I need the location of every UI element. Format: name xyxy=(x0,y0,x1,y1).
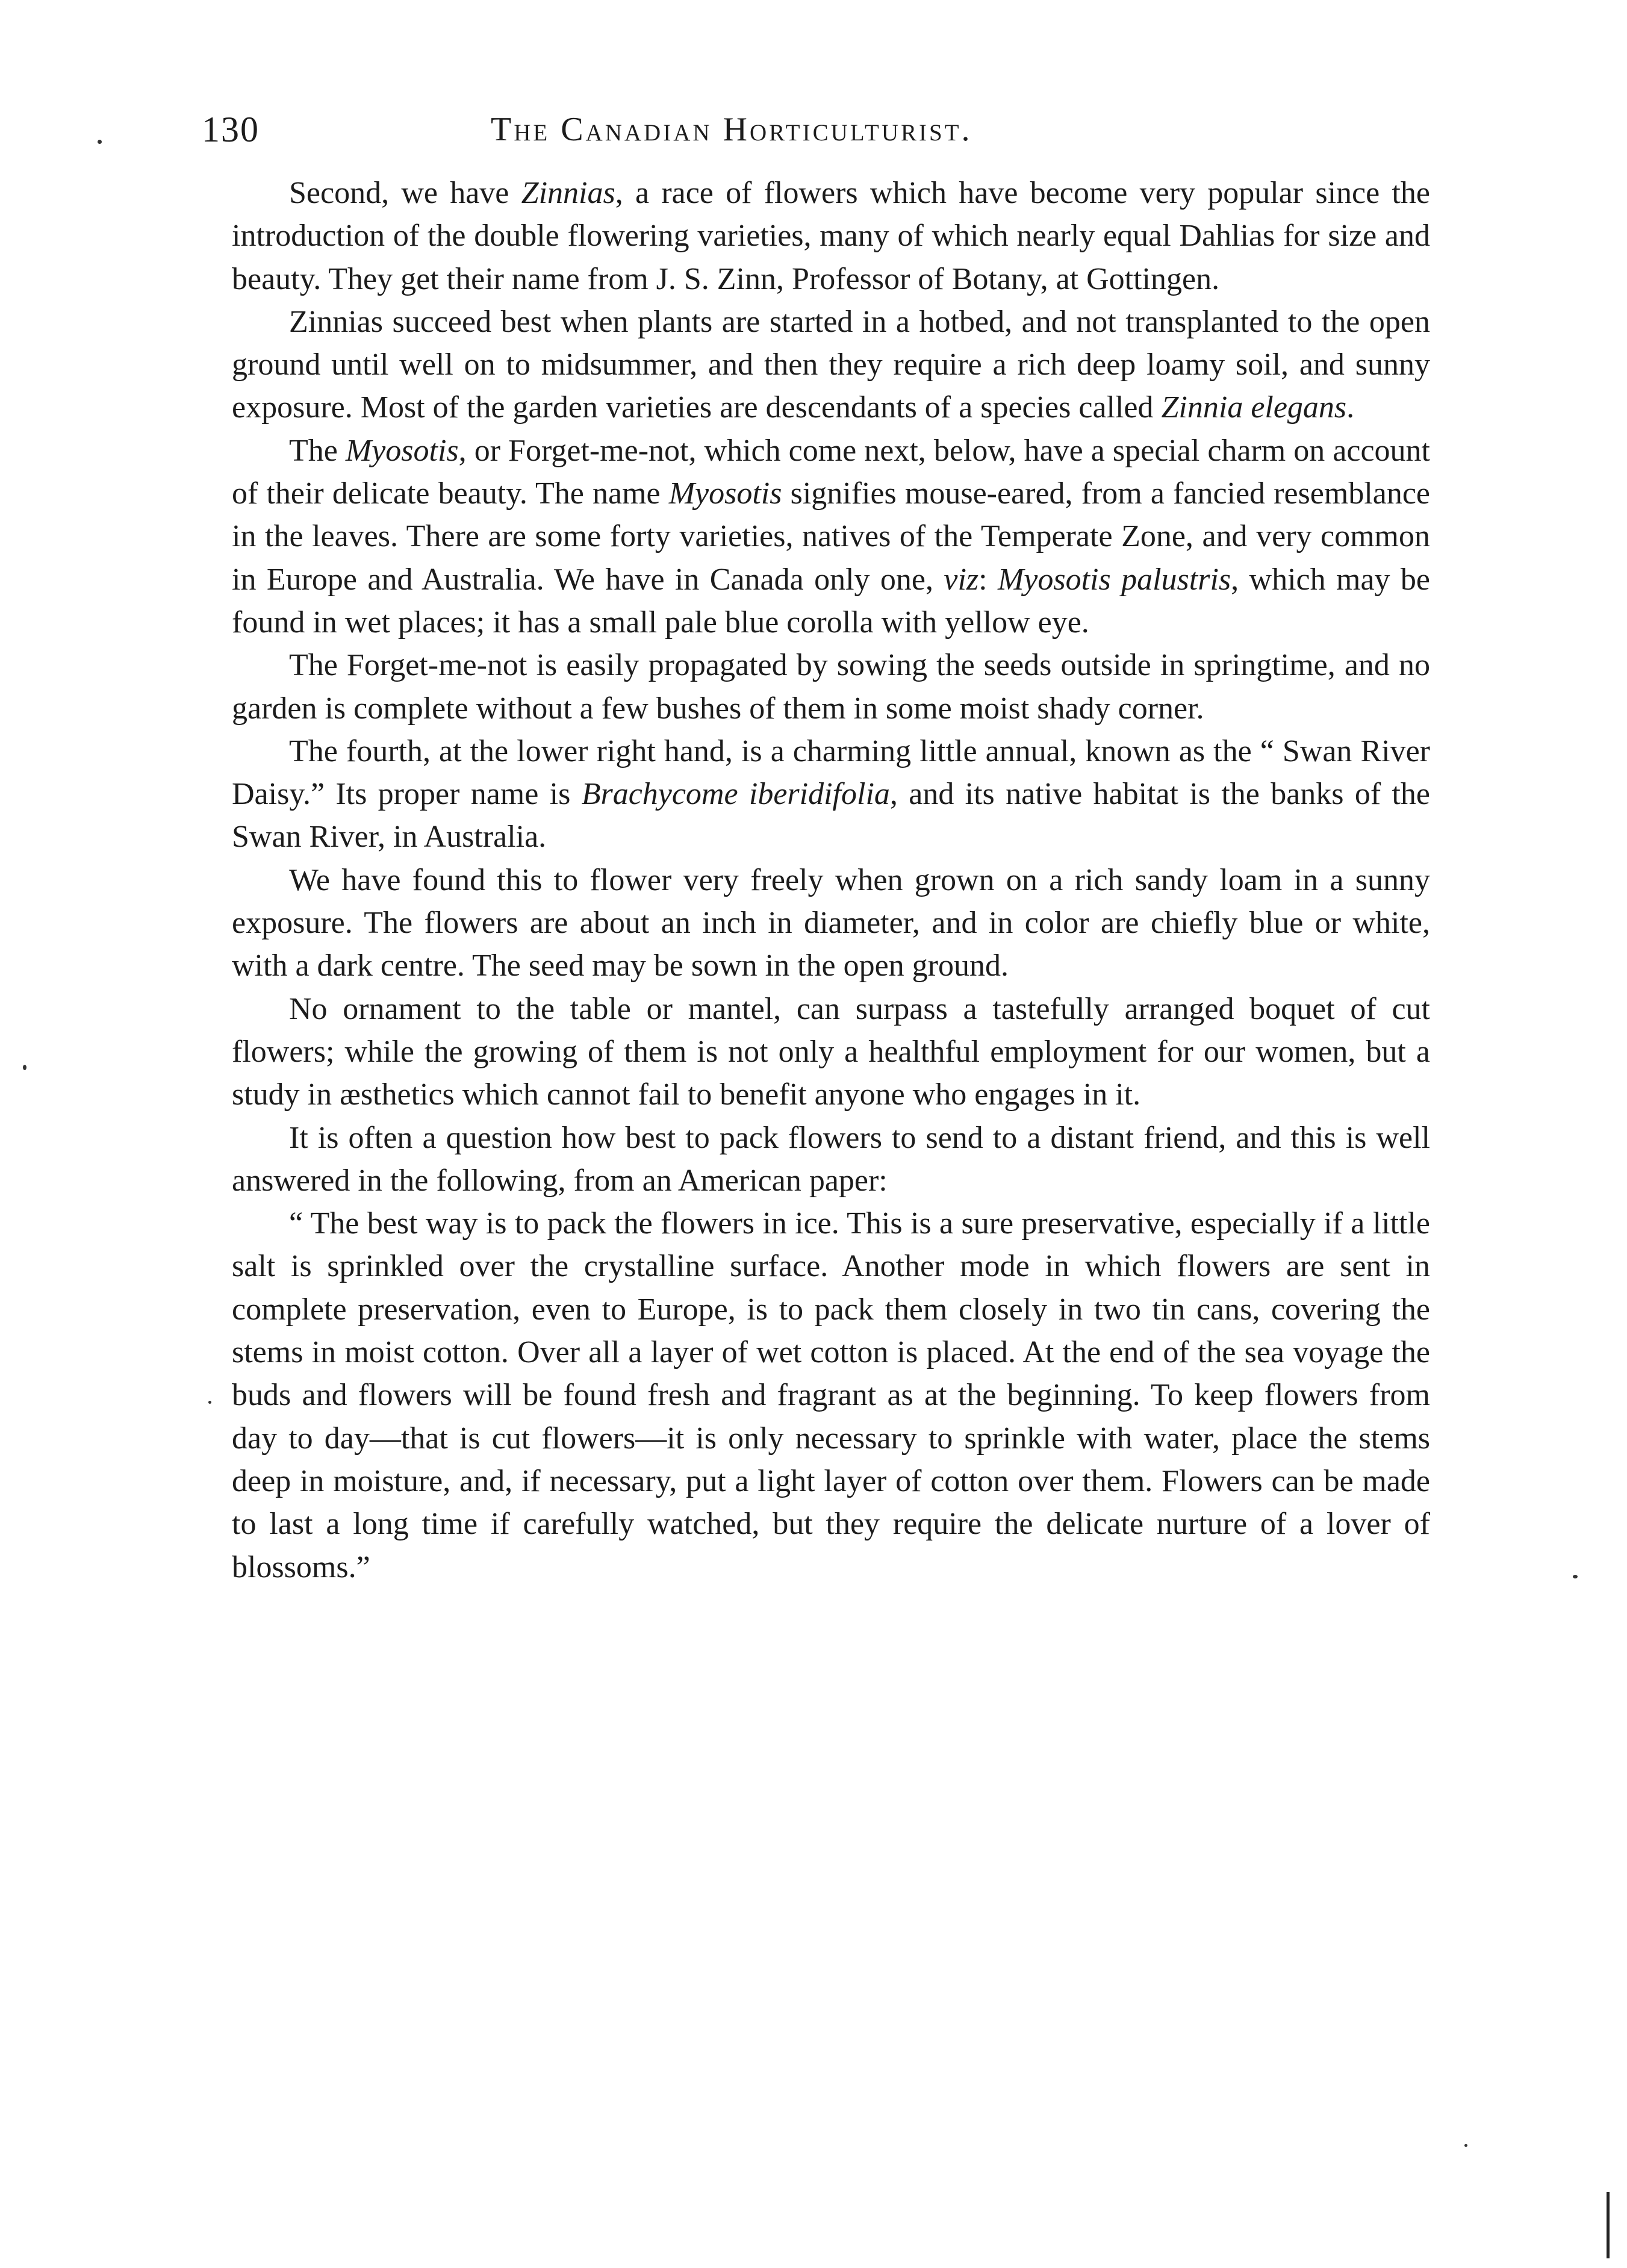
paragraph-zinnias: Second, we have Zinnias, a race of flowers which have become very popular since the introduction of the double flowering varieties, many of which nearly equal Dahlias for size and beauty. They get their name from J. S. Zinn, Professor of Botany, at Gottingen. xyxy=(232,176,1430,296)
scan-speck xyxy=(1573,1575,1578,1578)
italic-term: Myosotis xyxy=(345,433,459,468)
running-head xyxy=(0,105,1627,160)
paragraph-ornament: No ornament to the table or mantel, can surpass a tastefully arranged boquet of cut flowers; while the growing of them is not only a healthful employment for our women, but a study in æsthetics which cannot fail to benefit anyone who engages in it. xyxy=(232,991,1430,1112)
italic-term: Myosotis xyxy=(668,476,782,511)
paragraph-zinnia-culture: Zinnias succeed best when plants are started in a hotbed, and not transplanted to the open ground until well on to midsummer, and then they require a rich deep loamy soil, and sunny exposure. Most of the garden varieties are descendants of a species called Zinnia elegans. xyxy=(232,304,1430,425)
italic-term: Myosotis palustris xyxy=(997,562,1231,597)
paragraph-myosotis: The Myosotis, or Forget-me-not, which come next, below, have a special charm on account of their delicate beauty. The name Myosotis signifies mouse-eared, from a fancied resemblance in the leaves. There are some forty varieties, natives of the Temperate Zone, and very common in Europe and Australia. We have in Canada only one, viz: Myosotis palustris, which may be found in wet places; it has a small pale blue corolla with yellow eye. xyxy=(232,433,1431,640)
italic-term: Zinnias xyxy=(521,176,615,210)
page-number: 130 xyxy=(202,110,260,149)
scan-speck xyxy=(98,140,102,144)
paragraph-forget-me-not: The Forget-me-not is easily propagated by sowing the seeds outside in springtime, and no garden is complete without a few bushes of them in some moist shady corner. xyxy=(232,648,1430,726)
paragraph-quotation: “ The best way is to pack the flowers in ice. This is a sure preservative, especially if a little salt is sprinkled over the crystalline surface. Another mode in which flowers are sent in complete preservation, even to Europe, is to pack them closely in two tin cans, covering the stems in moist cotton. Over all a layer of wet cotton is placed. At the end of the sea voyage the buds and flowers will be found fresh and fragrant as at the beginning. To keep flowers from day to day—that is cut flowers—it is only necessary to sprinkle with water, place the stems deep in moisture, and, if necessary, put a light layer of cotton over them. Flowers can be made to last a long time if carefully watched, but they require the delicate nurture of a lover of blossoms.” xyxy=(232,1206,1430,1584)
italic-term: viz xyxy=(944,562,979,597)
italic-term: Zinnia elegans xyxy=(1161,390,1347,425)
journal-title: The Canadian Horticulturist. xyxy=(491,111,972,148)
scan-speck xyxy=(1464,2144,1467,2147)
paragraph-packing-question: It is often a question how best to pack flowers to send to a distant friend, and this is well answered in the following, from an American paper: xyxy=(232,1120,1430,1198)
paragraph-swan-river-daisy: The fourth, at the lower right hand, is a charming little annual, known as the “ Swan River Daisy.” Its proper name is Brachycome iberidifolia, and its native habitat is the banks of the Swan River, in Australia. xyxy=(232,734,1431,855)
scan-speck xyxy=(23,1065,26,1070)
scan-speck xyxy=(208,1401,211,1404)
paragraph-flowering: We have found this to flower very freely when grown on a rich sandy loam in a sunny exposure. The flowers are about an inch in diameter, and in color are chiefly blue or white, with a dark centre. The seed may be sown in the open ground. xyxy=(232,862,1430,983)
italic-term: Brachycome iberidifolia xyxy=(581,777,890,812)
article-body xyxy=(232,172,1430,1589)
scan-edge-mark xyxy=(1607,2192,1610,2258)
